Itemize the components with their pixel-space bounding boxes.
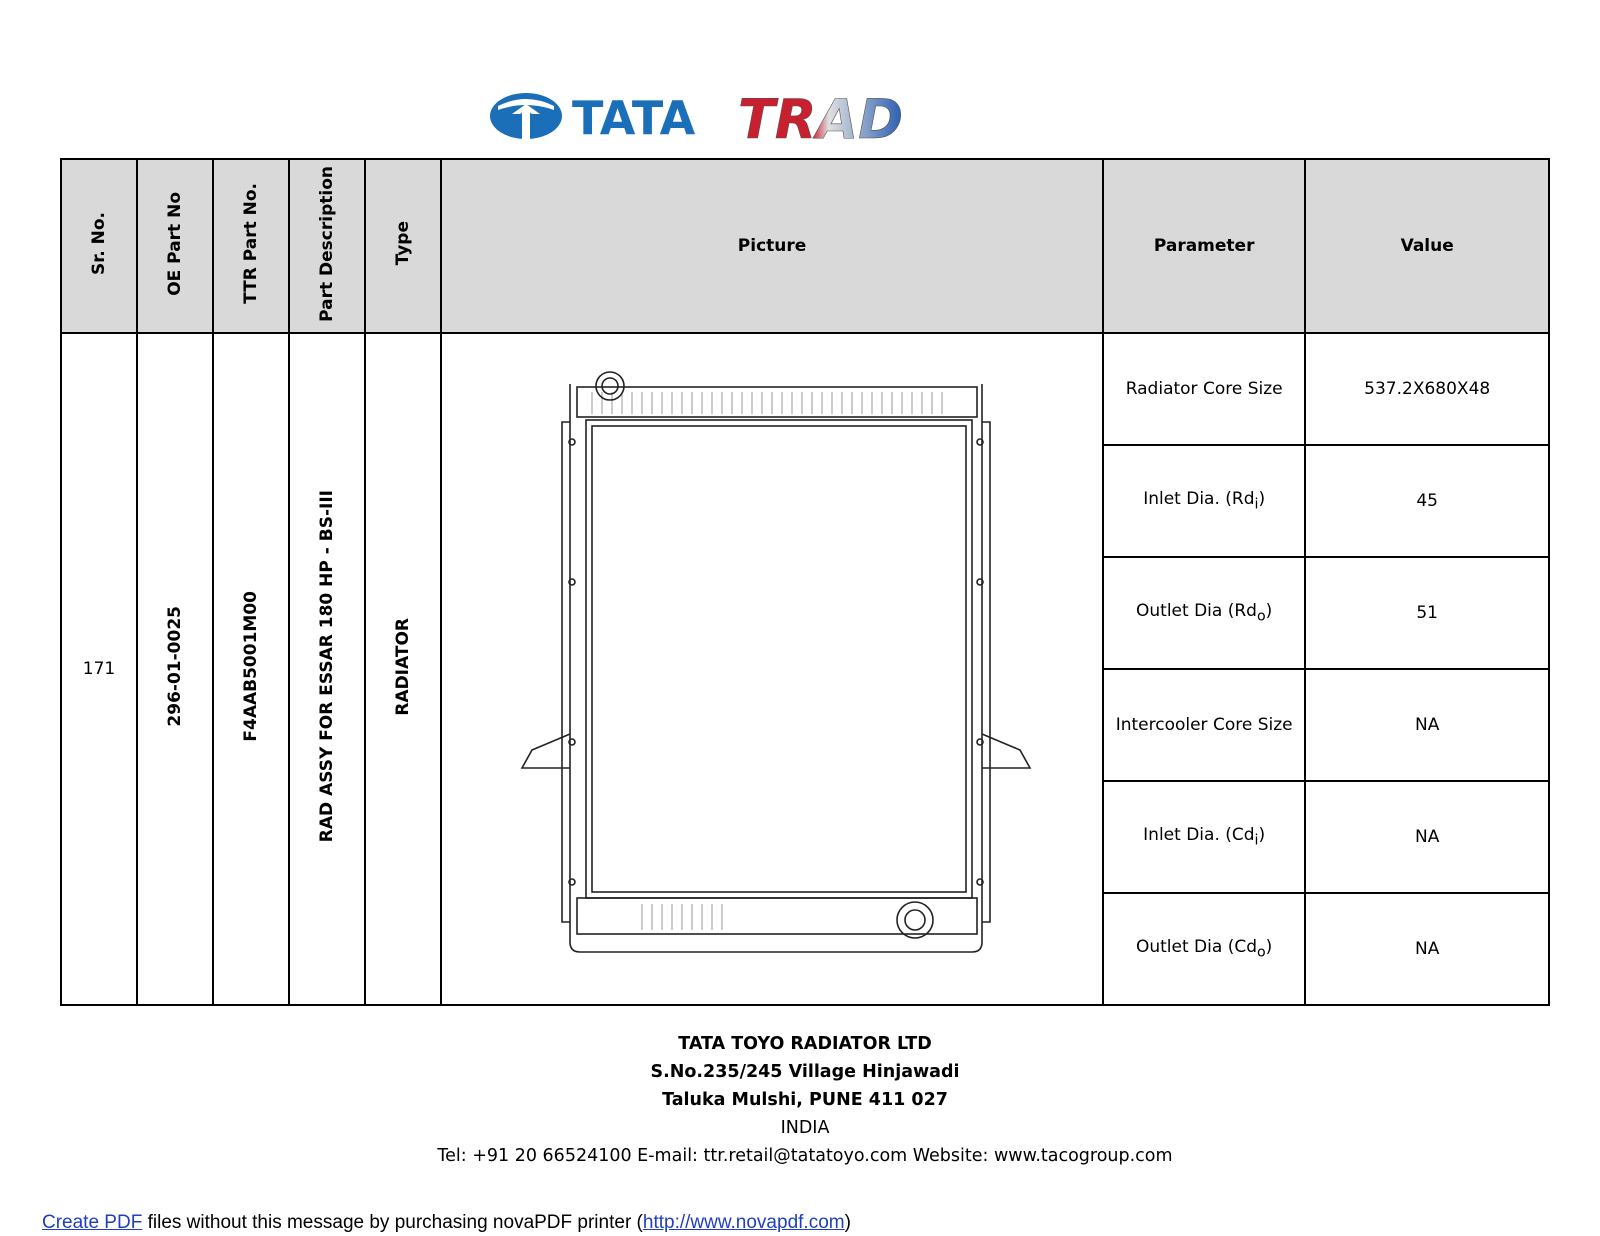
header-ttr-part-no: TTR Part No. xyxy=(213,159,289,333)
value-cell: NA xyxy=(1305,893,1549,1005)
trad-wordmark: TRAD xyxy=(738,90,904,146)
contact-line: Tel: +91 20 66524100 E-mail: ttr.retail@tatatoyo.com Website: www.tacogroup.com xyxy=(437,1146,1173,1166)
header-oe-part-no: OE Part No xyxy=(137,159,213,333)
ttr-part-no-cell: F4AAB5001M00 xyxy=(213,333,289,1005)
parameter-cell: Inlet Dia. $(Rd_i)$ xyxy=(1103,445,1305,557)
part-description-cell: RAD ASSY FOR ESSAR 180 HP - BS-III xyxy=(289,333,365,1005)
value-cell: NA xyxy=(1305,781,1549,893)
header-picture: Picture xyxy=(441,159,1103,333)
header-row xyxy=(61,159,1549,333)
header-value: Value xyxy=(1305,159,1549,333)
part-row xyxy=(61,333,1549,445)
header-type: Type xyxy=(365,159,441,333)
value-cell: NA xyxy=(1305,669,1549,781)
value-cell: 537.2X680X48 xyxy=(1305,333,1549,445)
novapdf-close: ) xyxy=(844,1212,851,1233)
novapdf-url-link[interactable]: http://www.novapdf.com xyxy=(642,1212,845,1233)
novapdf-notice xyxy=(42,1212,851,1234)
novapdf-text: files without this message by purchasing novaPDF printer ( xyxy=(142,1212,643,1233)
oe-part-no-cell: 296-01-0025 xyxy=(137,333,213,1005)
address-line-2: Taluka Mulshi, PUNE 411 027 xyxy=(662,1090,948,1110)
create-pdf-link[interactable]: Create PDF xyxy=(42,1212,143,1233)
picture-cell xyxy=(441,333,1103,1005)
type-cell: RADIATOR xyxy=(365,333,441,1005)
radiator-drawing xyxy=(452,342,1092,992)
parameter-cell: Outlet Dia $(Rd_o)$ xyxy=(1103,557,1305,669)
value-cell: 45 xyxy=(1305,445,1549,557)
header-sr-no: Sr. No. xyxy=(61,159,137,333)
parameter-cell: Intercooler Core Size xyxy=(1103,669,1305,781)
tata-trad-logo xyxy=(488,90,958,146)
parameter-cell: Radiator Core Size xyxy=(1103,333,1305,445)
sr-no-cell: 171 xyxy=(61,333,137,1005)
header-parameter: Parameter xyxy=(1103,159,1305,333)
company-name: TATA TOYO RADIATOR LTD xyxy=(678,1034,932,1054)
tata-emblem-icon xyxy=(490,93,562,140)
country: INDIA xyxy=(780,1118,830,1138)
part-spec-table xyxy=(60,158,1550,1006)
tata-wordmark: TATA xyxy=(572,91,696,145)
value-cell: 51 xyxy=(1305,557,1549,669)
parameter-cell: Inlet Dia. $(Cd_i)$ xyxy=(1103,781,1305,893)
company-footer xyxy=(0,1030,1600,1170)
address-line-1: S.No.235/245 Village Hinjawadi xyxy=(650,1062,960,1082)
parameter-cell: Outlet Dia $(Cd_o)$ xyxy=(1103,893,1305,1005)
header-part-description: Part Description xyxy=(289,159,365,333)
